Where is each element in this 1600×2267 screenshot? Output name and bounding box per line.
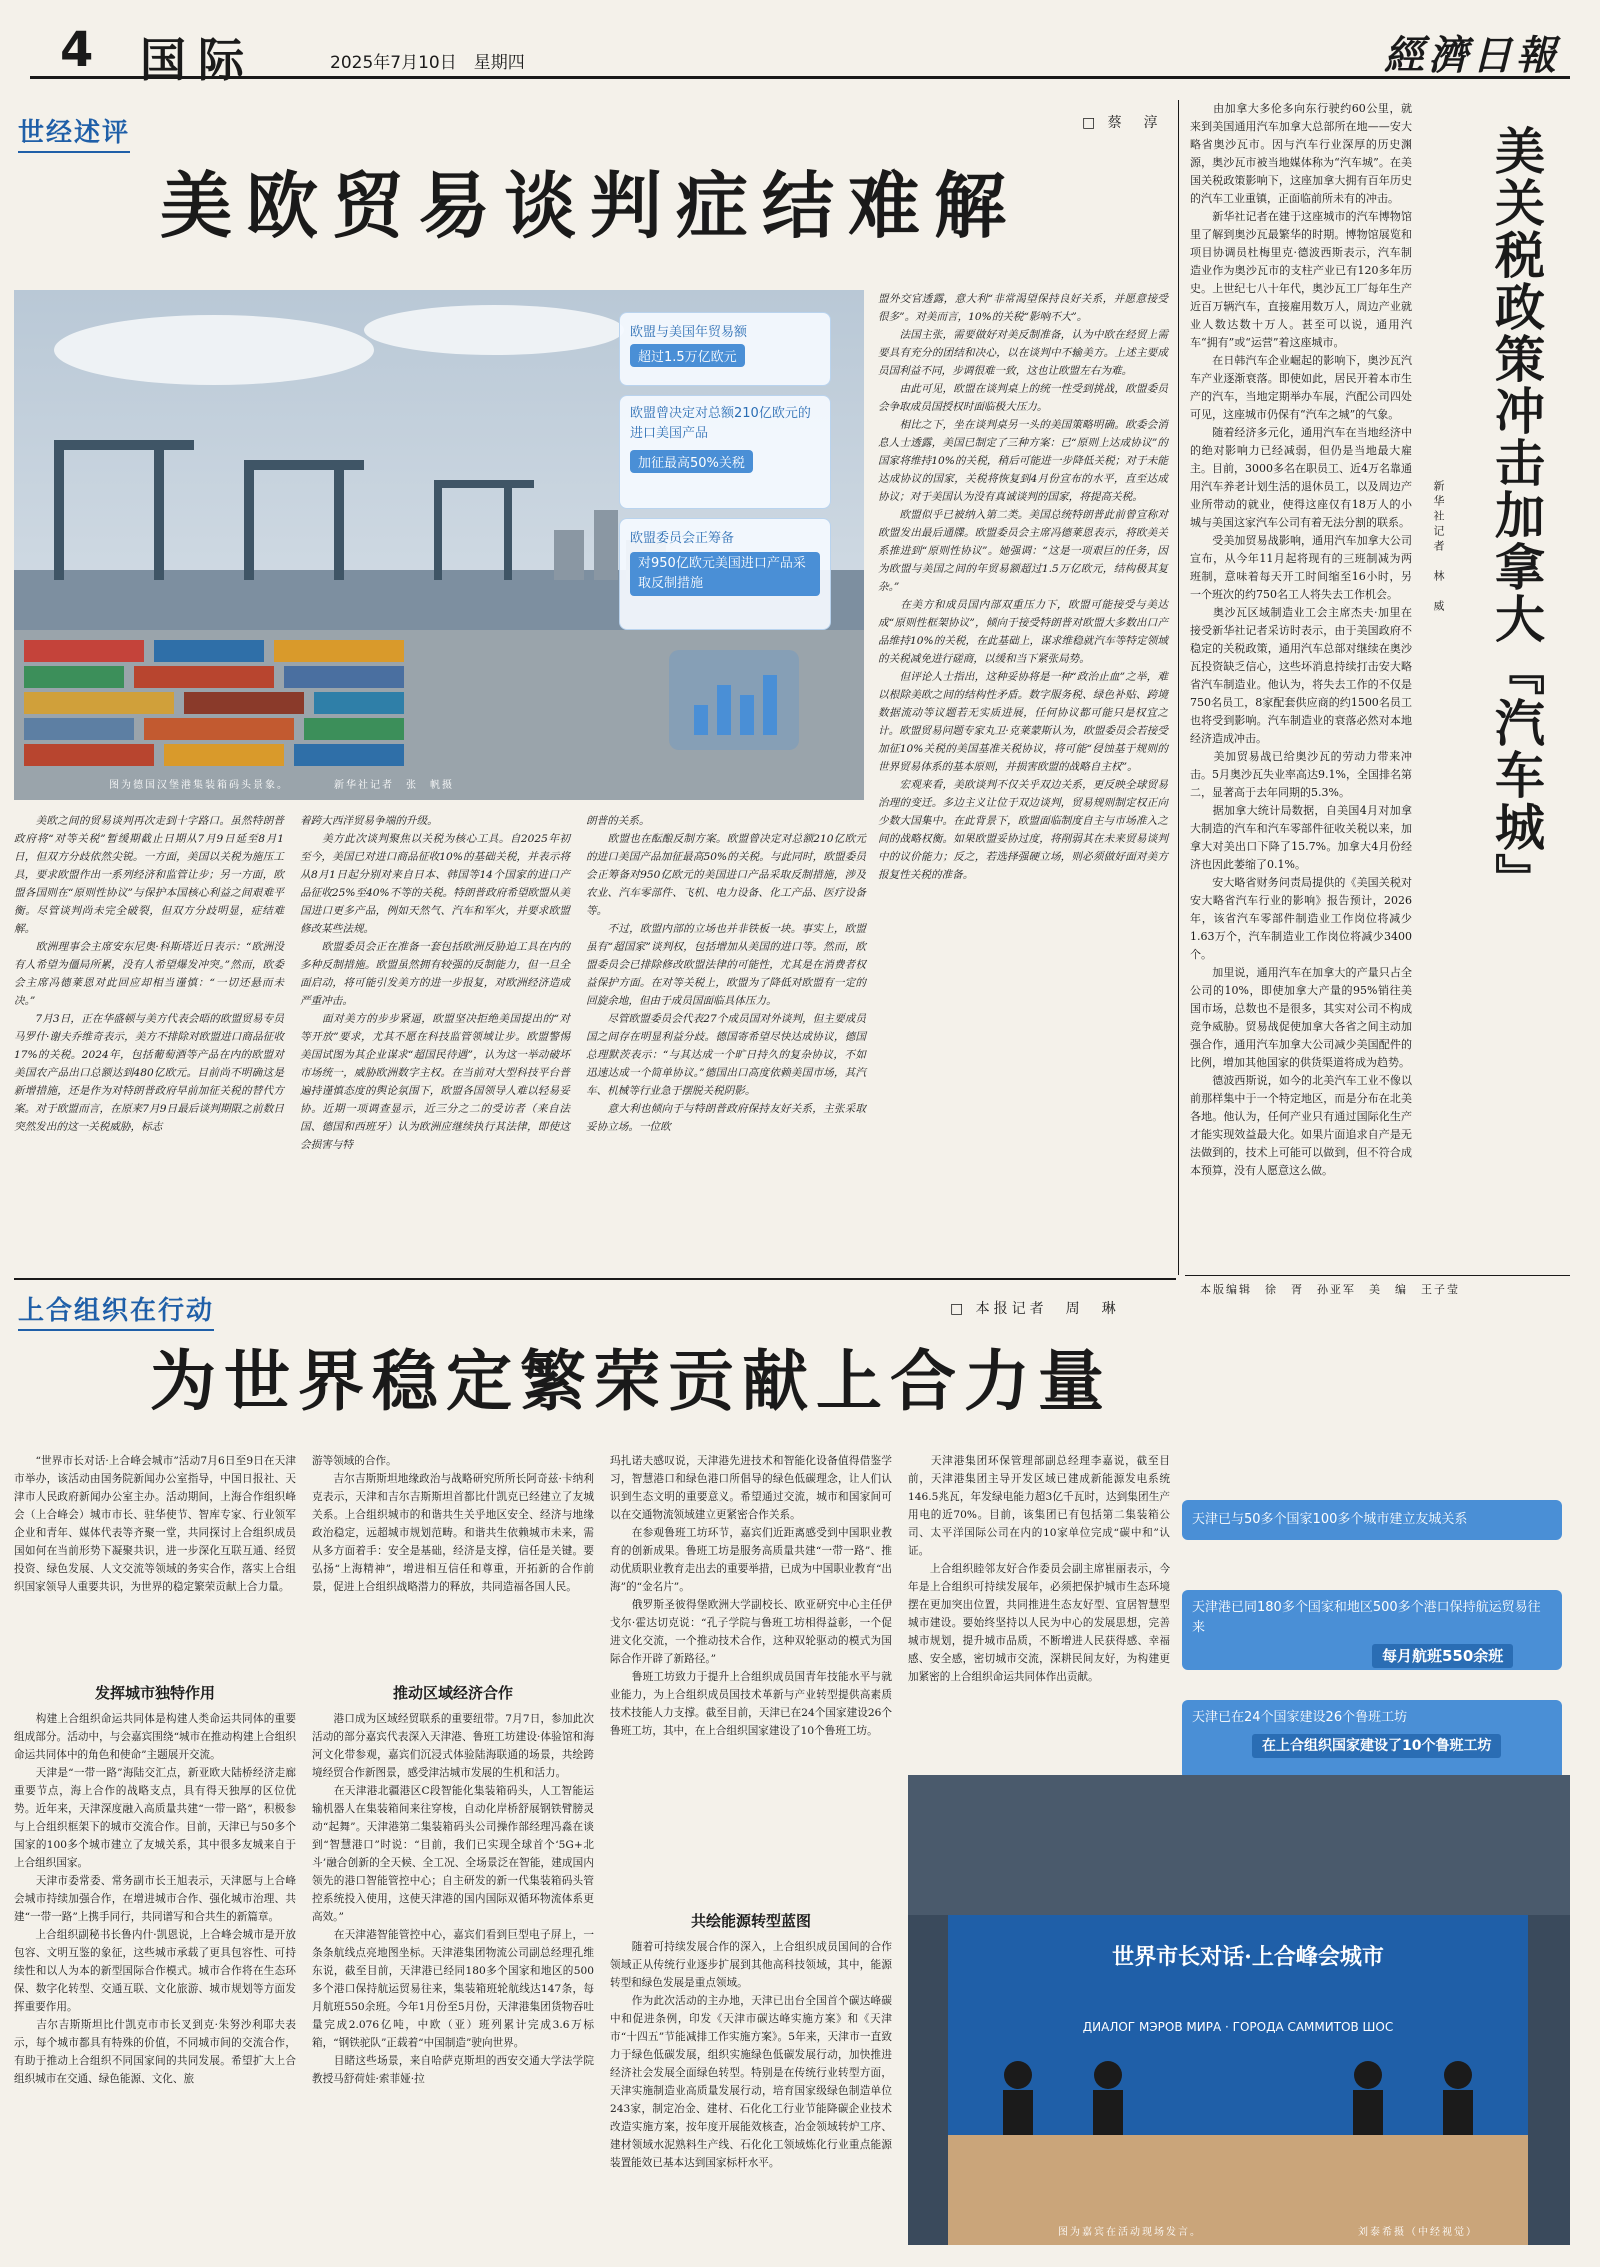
article1-headline: 美欧贸易谈判症结难解: [160, 163, 1021, 248]
infographic-card3-value: 对950亿欧元美国进口产品采取反制措施: [630, 552, 820, 596]
infographic-card1-title: 欧盟与美国年贸易额: [630, 325, 748, 340]
article2-vertical-headline: 美关税政策冲击加拿大『汽车城』: [1487, 125, 1546, 905]
stat-sco-luban-workshops: 在上合组织国家建设了10个鲁班工坊: [1252, 1734, 1501, 1758]
event-photo-caption: 图为嘉宾在活动现场发言。: [1058, 2227, 1202, 2238]
article1-column-3: 朗普的关系。 欧盟也在酝酿反制方案。欧盟曾决定对总额210亿欧元的进口美国产品加征最高50%的关税。与此同时，欧盟委员会正筹备对950亿欧元的美国进口产品采取反制措施，涉及农业、汽车零部件、飞机、电力设备、化工产品、医疗设备等。 不过，欧盟内部的立场也并非铁板一块。事实上，欧盟虽有“超国家”谈判权，包括增加从美国的进口等。然而，欧盟委员会已排除修改欧盟法律的可能性，尤其是在消费者权益保护方面。在对等关税上，欧盟为了降低对欧盟有一定的回旋余地，但由于成员国面临具体压力。 尽管欧盟委员会代表27个成员国对外谈判，但主要成员国之间存在明显利益分歧。德国寄希望尽快达成协议，德国总理默茨表示：“与其达成一个旷日持久的复杂协议，不如迅速达成一个简单协议。”德国出口高度依赖美国市场，其汽车、机械等行业急于摆脱关税阴影。 意大利也倾向于与特朗普政府保持友好关系，主张采取妥协立场。一位欧: [586, 815, 866, 1133]
article2-byline: 新华社记者 林 威: [1432, 480, 1445, 615]
masthead: [30, 18, 1570, 87]
article3-column-3-top: 玛扎诺夫感叹说，天津港先进技术和智能化设备值得借鉴学习，智慧港口和绿色港口所倡导的绿色低碳理念，让人们认识到生态文明的重要意义。希望通过交流，城市和国家间可以在交通物流领域建立更紧密合作关系。 在参观鲁班工坊环节，嘉宾们近距离感受到中国职业教育的创新成果。鲁班工坊是服务高质量共建“一带一路”、推动优质职业教育走出去的重要举措，已成为中国职业教育“出海”的“金名片”。 俄罗斯圣彼得堡欧洲大学副校长、欧亚研究中心主任伊戈尔·霍达切克说：“孔子学院与鲁班工坊相得益彰，一个促进文化交流，一个推动技术合作，这种双轮驱动的模式为国际合作开辟了新路径。” 鲁班工坊致力于提升上合组织成员国青年技能水平与就业能力，为上合组织成员国技术革新与产业转型提供高素质技术技能人力支撑。截至目前，天津已在24个国家建设26个鲁班工坊，其中，在上合组织国家建设了10个鲁班工坊。: [610, 1455, 892, 1737]
infographic-card3-title: 欧盟委员会正筹备: [630, 531, 735, 546]
subhead-energy-transition: 共绘能源转型蓝图: [690, 1912, 811, 1930]
publication-date: 2025年7月10日 星期四: [330, 53, 525, 73]
article3-column-1: 构建上合组织命运共同体是构建人类命运共同体的重要组成部分。活动中，与会嘉宾围绕“城市在推动构建上合组织命运共同体中的角色和使命”主题展开交流。 天津是“一带一路”海陆交汇点，新亚欧大陆桥经济走廊重要节点，海上合作的战略支点，具有得天独厚的区位优势。近年来，天津深度融入高质量共建“一带一路”，积极参与上合组织框架下的城市交流合作。目前，天津已与50多个国家的100多个城市建立了友城关系，其中很多友城来自于上合组织国家。 天津市委常委、常务副市长王旭表示，天津愿与上合峰会城市持续加强合作，在增进城市合作、强化城市治理、共建“一带一路”上携手同行，共同谱写和合共生的新篇章。 上合组织副秘书长鲁内什·凯恩说，上合峰会城市是开放包容、文明互鉴的象征，这些城市承载了更具包容性、可持续性和以人为本的新型国际合作模式。城市合作将在生态环保、数字化转型、交通互联、文化旅游、城市规划等方面发挥重要作用。 吉尔吉斯斯坦比什凯克市市长叉到克·朱努沙利耶夫表示，每个城市都具有特殊的价值，不同城市间的交流合作，有助于推动上合组织不同国家间的共同发展。希望扩大上合组织城市在交通、绿色能源、文化、旅: [14, 1713, 296, 2085]
section-name: 国际: [140, 33, 256, 87]
column-tag-world-economy: 世经述评: [18, 112, 130, 153]
event-stage-illustration: [908, 1775, 1570, 2245]
article1-byline: □ 蔡 淳: [1082, 115, 1162, 131]
article3-headline: 为世界稳定繁荣贡献上合力量: [150, 1342, 1112, 1420]
section-divider: [14, 1278, 1176, 1280]
article3-column-2-top: 游等领域的合作。 吉尔吉斯斯坦地缘政治与战略研究所所长阿奇兹·卡纳利克表示，天津和吉尔吉斯斯坦首都比什凯克已经建立了友城关系。上合组织城市的和谐共生关乎地区安全、经济与地缘政治稳定，远超城市规划范畴。和谐共生依赖城市未来，需从多方面着手：安全是基础，经济是支撑，信任是关键。要弘扬“上海精神”，增进相互信任和尊重，开拓新的合作前景，促进上合组织战略潜力的释放，共同造福各国人民。: [312, 1455, 594, 1593]
event-banner-cn: 世界市长对话·上合峰会城市: [1112, 1944, 1384, 1970]
stat-luban-workshops-text: 天津已在24个国家建设26个鲁班工坊: [1192, 1710, 1408, 1725]
article1-column-1: 美欧之间的贸易谈判再次走到十字路口。虽然特朗普政府将“对等关税”暂缓期截止日期从7月9日延至8月1日，但双方分歧依然尖锐。一方面，美国以关税为施压工具，要求欧盟作出一系列经济和监管让步；另一方面，欧盟各国则在“原则性协议”与保护本国核心利益之间艰难平衡。尽管谈判尚未完全破裂，但双方分歧明显，症结难解。 欧洲理事会主席安东尼奥·科斯塔近日表示：“欧洲没有人希望为僵局所累，没有人希望爆发冲突。”然而，欧委会主席冯德莱恩对此回应却相当谨慎：“一切还悬而未决。” 7月3日，正在华盛顿与美方代表会晤的欧盟贸易专员马罗什·谢夫乔维奇表示，美方不排除对欧盟进口商品征收17%的关税。2024年，包括葡萄酒等产品在内的欧盟对美国农产品出口总额达到480亿欧元。目前尚不明确这是新增措施，还是作为对特朗普政府早前加征关税的替代方案。对于欧盟而言，在原来7月9日最后谈判期限之前数日突然发出的这一关税威胁，标志: [14, 815, 284, 1133]
article3-intro: “世界市长对话·上合峰会城市”活动7月6日至9日在天津市举办，该活动由国务院新闻办公室指导，中国日报社、天津市人民政府新闻办公室主办。活动期间，上海合作组织峰会（上合峰会）城市市长、驻华使节、智库专家、行业领军企业和青年、媒体代表等齐聚一堂，共同探讨上合组织成员国如何在当前形势下凝聚共识，进一步深化互联互通、经贸投资、绿色发展、人文交流等领域的务实合作，落实上合组织国家领导人重要共识，为世界的稳定繁荣贡献上合力量。: [14, 1455, 296, 1593]
page-number: 4: [60, 22, 94, 78]
subhead-city-role: 发挥城市独特作用: [94, 1684, 215, 1702]
event-photo-credit: 刘泰希摄（中经视觉）: [1358, 2227, 1478, 2238]
port-photo-credit: 新华社记者 张 帆摄: [334, 780, 454, 791]
article3-column-3: 随着可持续发展合作的深入，上合组织成员国间的合作领域正从传统行业逐步扩展到其他高科技领域，其中，能源转型和绿色发展是重点领域。 作为此次活动的主办地，天津已出台全国首个碳达峰碳中和促进条例，印发《天津市碳达峰实施方案》和《天津市“十四五”节能减排工作实施方案》。5年来，天津市一直致力于绿色低碳发展，组织实施绿色低碳发展行动，加快推进经济社会发展全面绿色转型。特别是在传统行业转型方面，天津实施制造业高质量发展行动，培育国家级绿色制造单位243家，制定冶金、建材、石化化工行业节能降碳企业技术改造实施方案，按年度开展能效核查，冶金领域转炉工序、建材领域水泥熟料生产线、石化化工领域炼化行业重点能源装置能效已基本达到国家标杆水平。: [610, 1941, 892, 2169]
infographic-card-trade-volume: [619, 312, 831, 386]
bar-chart-decoration-icon: [669, 650, 799, 750]
subhead-regional-cooperation: 推动区域经济合作: [392, 1684, 513, 1702]
article2-body: 由加拿大多伦多向东行驶约60公里，就来到美国通用汽车加拿大总部所在地——安大略省奥沙瓦市。因与汽车行业深厚的历史渊源，奥沙瓦市被当地媒体称为“汽车城”。在美国关税政策影响下，这座加拿大拥有百年历史的汽车工业重镇，正面临前所未有的冲击。 新华社记者在建于这座城市的汽车博物馆里了解到奥沙瓦最繁华的时期。博物馆展览和项目协调员杜梅里克·德波西斯表示，汽车制造业作为奥沙瓦市的支柱产业已有120多年历史。上世纪七八十年代，奥沙瓦工厂每年生产近百万辆汽车，直接雇用数万人，周边产业就业人数达数十万人。甚至可以说，通用汽车“拥有”或“运营”着这座城市。 在日韩汽车企业崛起的影响下，奥沙瓦汽车产业逐渐衰落。即使如此，居民开着本市生产的汽车，当地定期举办车展，汽配公司四处可见，这座城市仍保有“汽车之城”的气象。 随着经济多元化，通用汽车在当地经济中的绝对影响力已经减弱，但仍是当地最大雇主。目前，3000多名在职员工、近4万名靠通用汽车养老计划生活的退休员工，以及周边产业所带动的就业，使得这座仅有18万人的小城与美国这家汽车公司有着无法分割的联系。 受美加贸易战影响，通用汽车加拿大公司宣布，从今年11月起将现有的三班制减为两班制，意味着每天开工时间缩至16小时，另一个班次的约750名工人将失去工作机会。 奥沙瓦区域制造业工会主席杰夫·加里在接受新华社记者采访时表示，由于美国政府不稳定的关税政策，通用汽车总部对继续在奥沙瓦投资缺乏信心，这些坏消息持续打击安大略省汽车制造业。他认为，将失去工作的不仅是750名员工，8家配套供应商的约1500名员工也将受到影响。汽车制造业的衰落必然对本地经济造成冲击。 美加贸易战已给奥沙瓦的劳动力带来冲击。5月奥沙瓦失业率高达9.1%，全国排名第二，显著高于去年同期的5.3%。 据加拿大统计局数据，自美国4月对加拿大制造的汽车和汽车零部件征收关税以来，加拿大对美出口下降了15.7%。加拿大4月份经济也因此萎缩了0.1%。 安大略省财务问责局提供的《美国关税对安大略省汽车行业的影响》报告预计，2026年，该省汽车零部件制造业工作岗位将减少1.63万个，汽车制造业工作岗位将减少3400个。 加里说，通用汽车在加拿大的产量只占全公司的10%，即使加拿大产量的95%销往美国市场，总数也不是很多，其实对公司不构成竞争威胁。贸易战促使加拿大各省之间主动加强合作，通用汽车加拿大公司减少美国配件的比例，增加其他国家的供货渠道将成为趋势。 德波西斯说，如今的北美汽车工业不像以前那样集中于一个特定地区，而是分布在北美各地。他认为，任何产业只有通过国际化生产才能实现效益最大化。如果片面追求自产是无法做到的，技术上可能可以做到，但不符合成本预算，没有人愿意这么做。: [1190, 102, 1412, 1177]
stat-monthly-flights: 每月航班550余班: [1372, 1644, 1513, 1668]
article1-right-column: 盟外交官透露，意大利“非常渴望保持良好关系，并愿意接受很多”。对美而言，10%的关税“影响不大”。 法国主张，需要做好对美反制准备，认为中欧在经贸上需要具有充分的团结和决心，以在谈判中不输美方。上述主要成员国利益不同，步调很难一致，这也让欧盟左右为难。 由此可见，欧盟在谈判桌上的统一性受到挑战，欧盟委员会争取成员国授权时面临极大压力。 相比之下，坐在谈判桌另一头的美国策略明确。欧委会消息人士透露，美国已制定了三种方案：已“原则上达成协议”的国家将维持10%的关税，稍后可能进一步降低关税；对于未能达成协议的国家，关税将恢复到4月份宣布的水平，直至达成协议；对于美国认为没有真诚谈判的国家，将提高关税。 欧盟似乎已被纳入第二类。美国总统特朗普此前曾宣称对欧盟发出最后通牒。欧盟委员会主席冯德莱恩表示，将欧美关系推进到“原则性协议”。她强调：“这是一项艰巨的任务，因为欧盟与美国之间的年贸易额超过1.5万亿欧元，结构极其复杂。” 在美方和成员国内部双重压力下，欧盟可能接受与美达成“原则性框架协议”，倾向于接受特朗普对欧盟大多数出口产品维持10%的关税，在此基础上，谋求维稳就汽车等特定领域的关税减免进行磋商，以缓和当下紧张局势。 但评论人士指出，这种妥协将是一种“政治止血”之举，难以根除美欧之间的结构性矛盾。数字服务税、绿色补贴、跨境数据流动等议题若无实质进展，任何协议都可能只是权宜之计。欧盟贸易问题专家丸卫·克莱蒙斯认为，欧盟委员会若接受加征10%关税的美国基准关税协议，将可能“侵蚀基于规则的世界贸易体系的基本原则，并损害欧盟的战略自主权”。 宏观来看，美欧谈判不仅关乎双边关系，更反映全球贸易治理的变迁。多边主义让位于双边谈判，贸易规则制定权正向少数大国集中。在此背景下，欧盟面临制度自主与市场准入之间的战略权衡。如果欧盟妥协过度，将削弱其在未来贸易谈判中的议价能力；反之，若选择强硬立场，则必须做好面对美方报复性关税的准备。: [878, 293, 1168, 881]
article1-column-2: 着跨大西洋贸易争端的升级。 美方此次谈判聚焦以关税为核心工具。自2025年初至今，美国已对进口商品征收10%的基础关税，并表示将从8月1日起分别对来自日本、韩国等14个国家的进口产品征收25%至40%不等的关税。特朗普政府希望欧盟从美国进口更多产品，例如天然气、汽车和军火，并要求欧盟修改某些法规。 欧盟委员会正在准备一套包括欧洲反胁迫工具在内的多种反制措施。欧盟虽然拥有较强的反制能力，但一旦全面启动，将可能引发美方的进一步报复，对欧洲经济造成严重冲击。 面对美方的步步紧逼，欧盟坚决拒绝美国提出的“对等开放”要求，尤其不愿在科技监管领域让步。欧盟警惕美国试图为其企业谋求“超国民待遇”，认为这一举动破坏市场统一，威胁欧洲数字主权。在当前对大型科技平台普遍持谨慎态度的舆论氛围下，欧盟各国领导人难以轻易妥协。近期一项调查显示，近三分之二的受访者（来自法国、德国和西班牙）认为欧洲应继续执行其法律，即使这会损害与特: [300, 815, 570, 1151]
stat-port-network-text: 天津港已同180多个国家和地区500多个港口保持航运贸易往来: [1192, 1600, 1541, 1635]
page-editors: 本版编辑 徐 胥 孙亚军 美 编 王子莹: [1200, 1283, 1460, 1296]
infographic-card2-title: 欧盟曾决定对总额210亿欧元的进口美国产品: [630, 406, 811, 441]
column-divider: [1178, 100, 1179, 1275]
stat-port-network: [1182, 1590, 1562, 1670]
newspaper-logo: 經濟日報: [1384, 32, 1560, 79]
article3-byline: □ 本报记者 周 琳: [950, 1301, 1120, 1317]
sco-stats-infographic: [1182, 1500, 1570, 1795]
editors-rule: [1185, 1275, 1570, 1276]
article3-column-4: 天津港集团环保管理部副总经理李嘉说，截至目前，天津港集团主导开发区域已建成新能源发电系统146.5兆瓦，年发绿电能力超3亿千瓦时，达到集团生产用电的近70%。目前，该集团已有包括第二集装箱公司、太平洋国际公司在内的10家单位完成“碳中和”认证。 上合组织睦邻友好合作委员会副主席崔丽表示，今年是上合组织可持续发展年，必须把保护城市生态环境摆在更加突出位置，共同推进生态友好型、宜居智慧型城市建设。要始终坚持以人民为中心的发展思想，完善城市规划，提升城市品质，不断增进人民获得感、幸福感、安全感，密切城市交流，深耕民间友好，为构建更加紧密的上合组织命运共同体作出贡献。: [908, 1455, 1170, 1683]
infographic-card-tariff: [619, 395, 831, 509]
column-tag-sco: 上合组织在行动: [18, 1290, 214, 1331]
port-photo-caption: 图为德国汉堡港集装箱码头景象。: [109, 780, 289, 791]
event-photo: [908, 1775, 1570, 2245]
event-banner-ru: ДИАЛОГ МЭРОВ МИРА · ГОРОДА САММИТОВ ШОС: [1082, 2020, 1394, 2034]
chart-icon: [669, 650, 799, 750]
infographic-card2-value: 加征最高50%关税: [630, 450, 753, 473]
stat-luban-workshops: [1182, 1700, 1562, 1780]
infographic-card-countermeasures: [619, 518, 831, 630]
port-photo: [14, 290, 864, 800]
stat-sister-cities: 天津已与50多个国家100多个城市建立友城关系: [1182, 1500, 1562, 1540]
infographic-card1-value: 超过1.5万亿欧元: [630, 344, 745, 367]
article3-column-2: 港口成为区域经贸联系的重要纽带。7月7日，参加此次活动的部分嘉宾代表深入天津港、鲁班工坊建设·体验馆和海河文化带参观，嘉宾们沉浸式体验陆海联通的场景，共绘跨境经贸合作新图景，感受津沽城市发展的生机和活力。 在天津港北疆港区C段智能化集装箱码头，人工智能运输机器人在集装箱间来往穿梭，自动化岸桥舒展钢铁臂膀灵动“起舞”。天津港第二集装箱码头公司操作部经理冯淼在谈到“智慧港口”时说：“目前，我们已实现全球首个‘5G+北斗’融合创新的全天候、全工况、全场景泛在智能，建成国内领先的港口智能管控中心；自主研发的新一代集装箱码头管控系统投入使用，这使天津港的国内国际双循环物流体系更高效。” 在天津港智能管控中心，嘉宾们看到巨型电子屏上，一条条航线点亮地图坐标。天津港集团物流公司副总经理孔维东说，截至目前，天津港已经同180多个国家和地区的500多个港口保持航运贸易往来，集装箱班轮航线达147条，每月航班550余班。今年1月份至5月份，天津港集团货物吞吐量完成2.076亿吨，中欧（亚）班列累计完成3.6万标箱，“钢铁驼队”正载着“中国制造”驶向世界。 目睹这些场景，来自哈萨克斯坦的西安交通大学法学院教授马舒荷娃·索菲娅·拉: [312, 1713, 594, 2085]
